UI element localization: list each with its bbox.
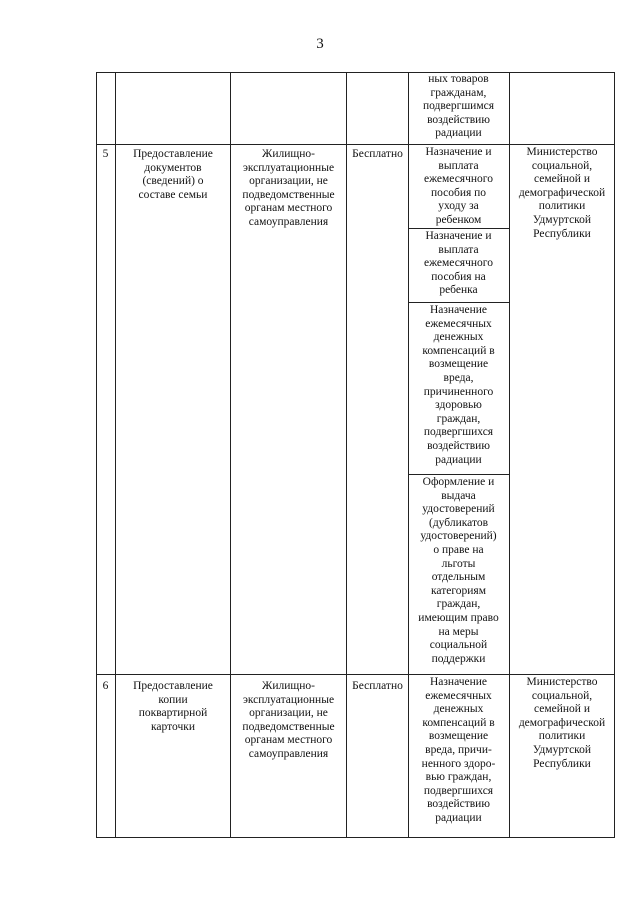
row-5-service-1: Назначение и выплата ежемесячного пособия по уходу за ребенком — [424, 146, 493, 226]
rule-col-2 — [230, 72, 231, 838]
row-6-issuer: Жилищно- эксплуатационные организации, не подведомственные органам местного самоуправления — [242, 680, 335, 760]
row-6-service-1: Назначение ежемесячных денежных компенсаций в возмещение вреда, причи- ненного здоро- вью граждан, подвергшихся воздействию радиации — [421, 676, 496, 824]
row-5-service-3: Назначение ежемесячных денежных компенсаций в возмещение вреда, причиненного здоровью граждан, подвергшихся воздействию радиации — [422, 304, 495, 466]
rule-col-0 — [96, 72, 97, 838]
row-5-authority: Министерство социальной, семейной и демографической политики Удмуртской Республики — [518, 146, 606, 240]
rule-col-5 — [509, 72, 510, 838]
rule-col-4 — [408, 72, 409, 838]
row-5-service-4: Оформление и выдача удостоверений (дубликатов удостоверений) о праве на льготы отдельным категориям граждан, имеющим право на меры социальной поддержки — [418, 476, 499, 665]
row-5-document: Предоставление документов (сведений) о составе семьи — [133, 148, 213, 201]
rule-row6-top — [96, 674, 615, 675]
continued-service-text: ных товаров гражданам, подвергшимся воздействию радиации — [422, 73, 495, 140]
rule-row5-top — [96, 144, 615, 145]
row-5-issuer: Жилищно- эксплуатационные организации, не подведомственные органам местного самоуправления — [242, 148, 335, 228]
page-number: 3 — [316, 36, 324, 52]
row-5-number: 5 — [102, 148, 109, 160]
rule-col-3 — [346, 72, 347, 838]
services-table — [96, 72, 615, 838]
row-6-document: Предоставление копии поквартирной карточки — [133, 680, 213, 733]
row-6-number: 6 — [102, 680, 109, 692]
rule-service-3 — [408, 474, 509, 475]
row-6-authority: Министерство социальной, семейной и демографической политики Удмуртской Республики — [518, 676, 606, 770]
rule-service-1 — [408, 228, 509, 229]
rule-col-6 — [614, 72, 615, 838]
rule-col-1 — [115, 72, 116, 838]
row-5-service-2: Назначение и выплата ежемесячного пособия на ребенка — [424, 230, 493, 297]
rule-top — [96, 72, 615, 73]
row-6-fee: Бесплатно — [352, 680, 403, 692]
row-5-fee: Бесплатно — [352, 148, 403, 160]
rule-service-2 — [408, 302, 509, 303]
rule-bottom — [96, 837, 615, 838]
